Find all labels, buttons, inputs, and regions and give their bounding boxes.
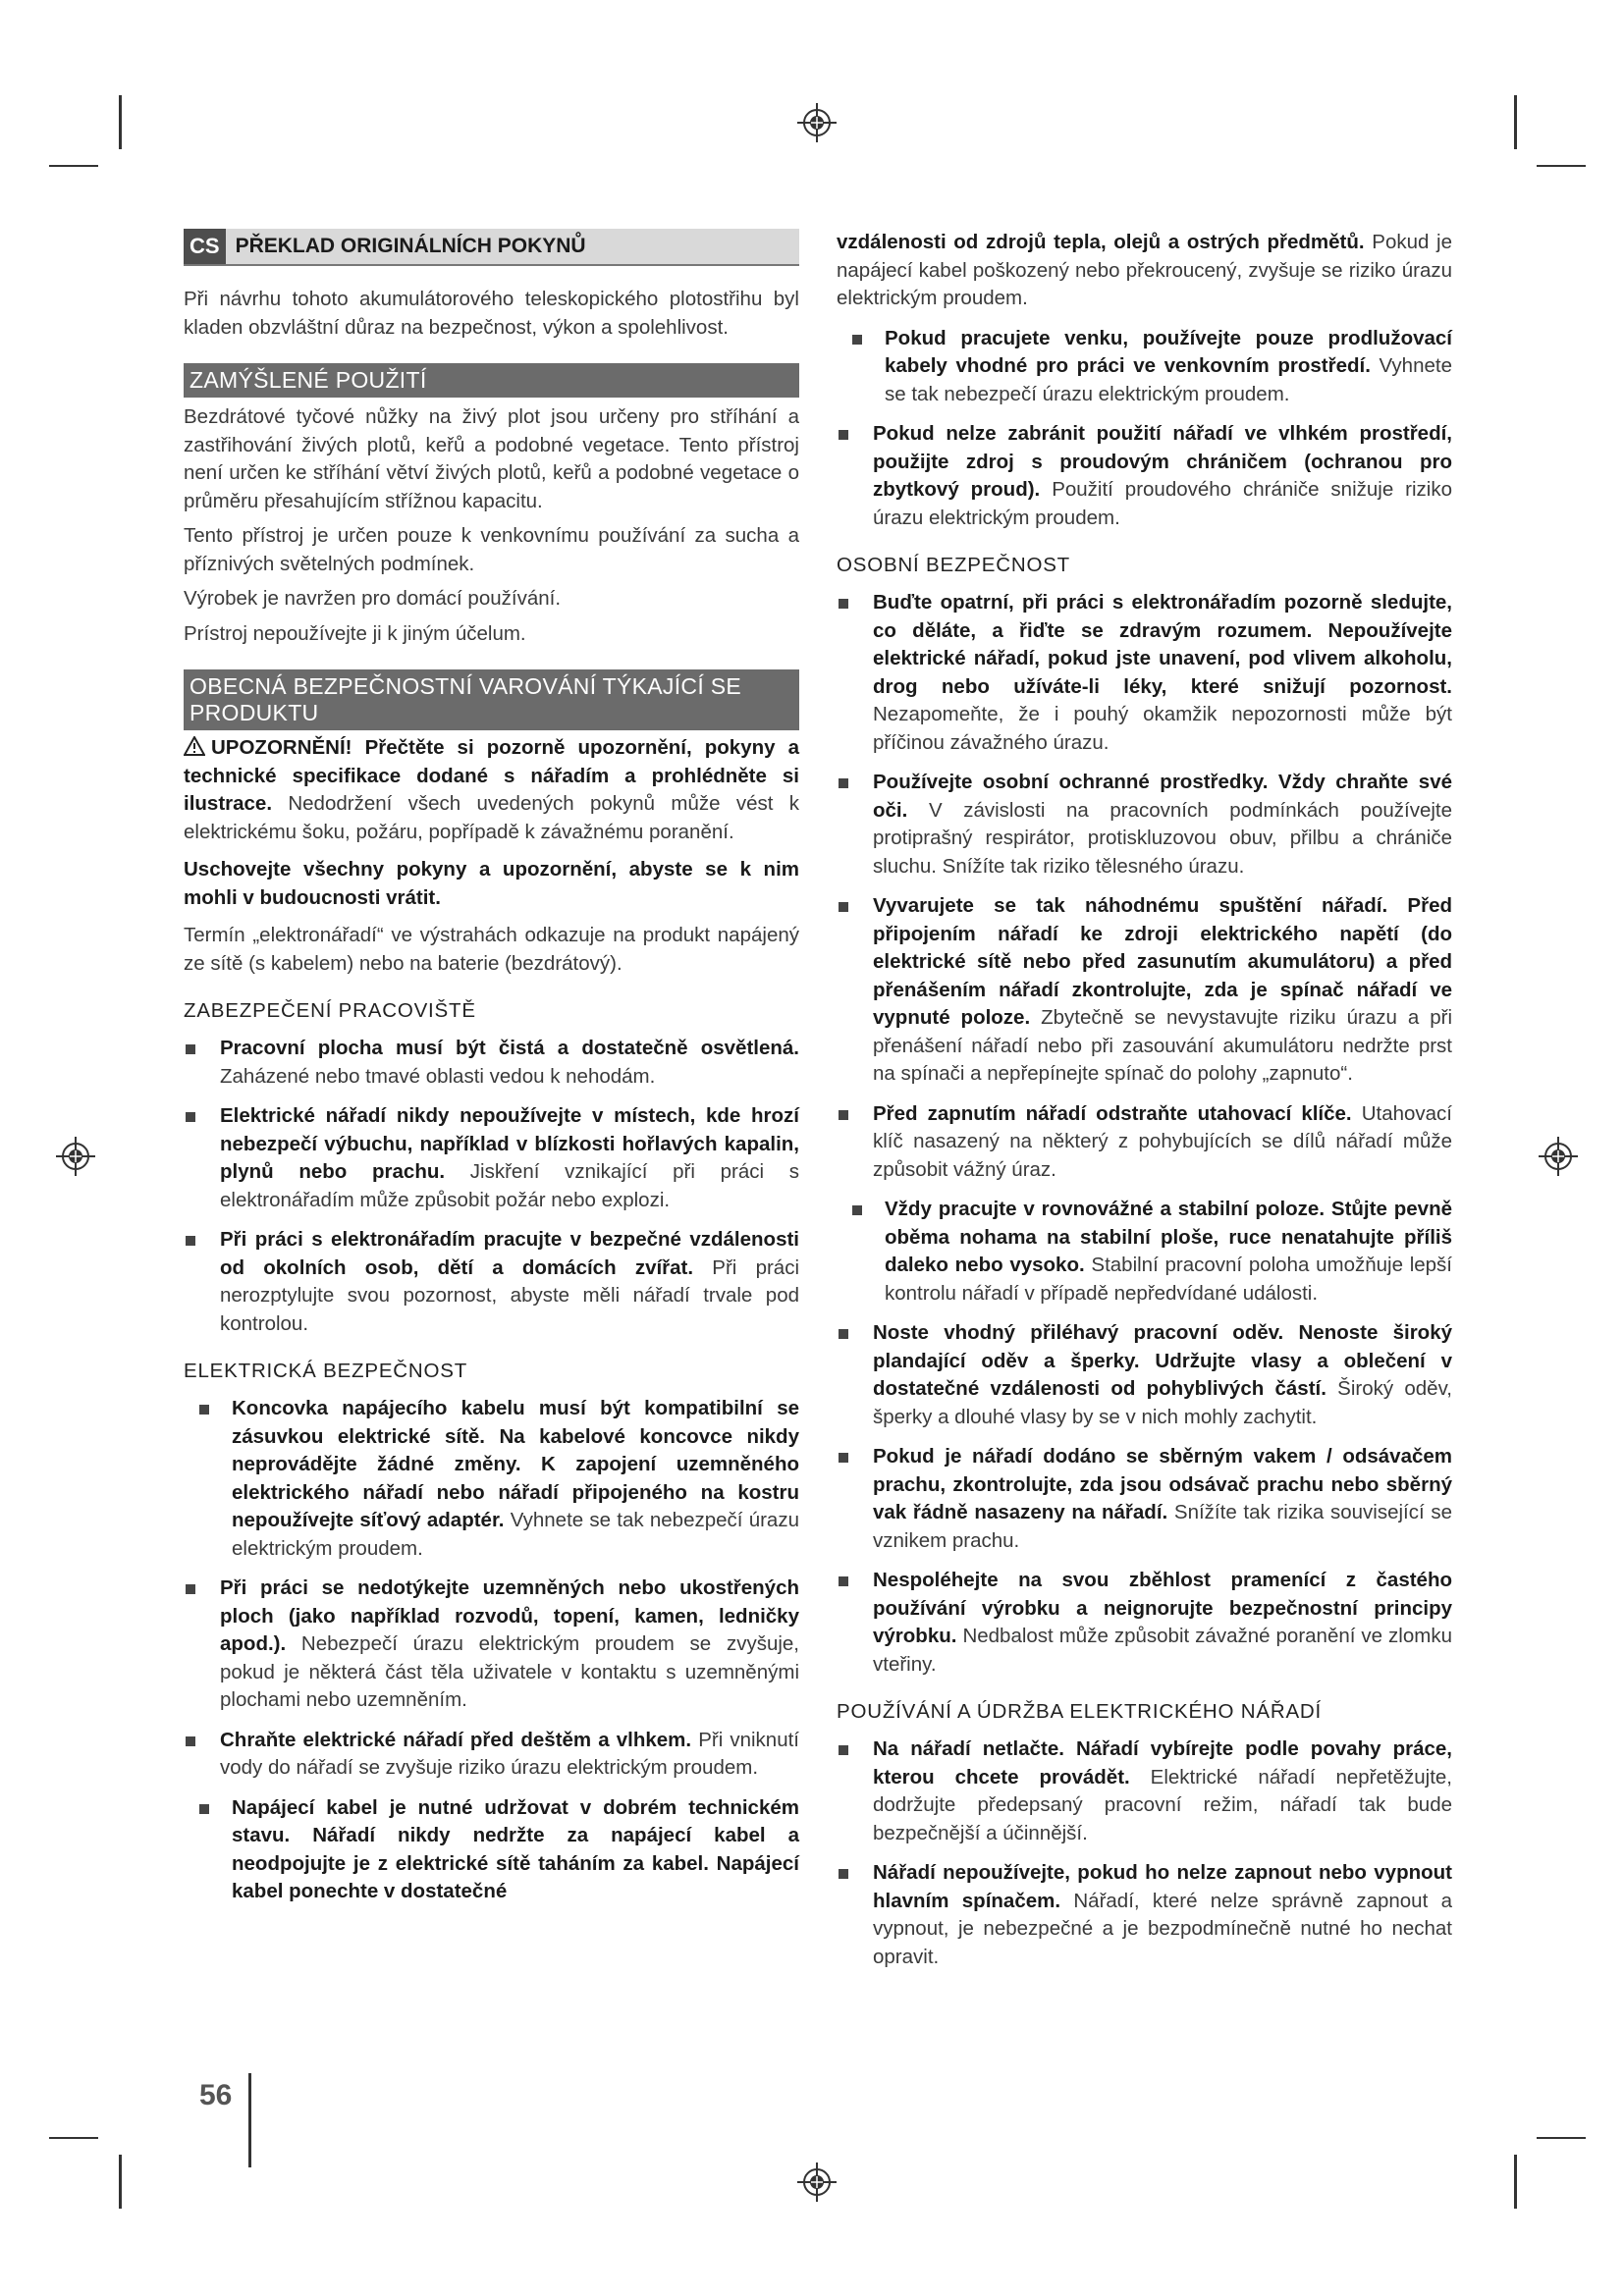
subsection-heading: POUŽÍVÁNÍ A ÚDRŽBA ELEKTRICKÉHO NÁŘADÍ xyxy=(837,1700,1323,1723)
item-bold: Chraňte elektrické nářadí před deštěm a vlhkem. xyxy=(220,1728,692,1751)
paragraph: Tento přístroj je určen pouze k venkovnímu používání za sucha a příznivých světelných podmínek. xyxy=(184,524,799,575)
item-bold: Při práci s elektronářadím pracujte v bezpečné vzdálenosti od okolních osob, dětí a domácích zvířat. xyxy=(220,1228,799,1279)
item-bold: Nespoléhejte na svou zběhlost pramenící z častého používání výrobku a neignorujte bezpečnostní principy výrobku. xyxy=(873,1569,1452,1647)
subsection-heading: ZABEZPEČENÍ PRACOVIŠTĚ xyxy=(184,999,476,1022)
list-item xyxy=(184,1794,799,1906)
crop-mark xyxy=(1537,165,1586,167)
list-item xyxy=(184,1395,799,1563)
item-text: Při vniknutí vody do nářadí se zvyšuje riziko úrazu elektrickým proudem. xyxy=(220,1728,800,1779)
item-bold: Buďte opatrní, při práci s elektronářadím pozorně sledujte, co děláte, a řiďte se zdravým rozumem. Nepoužívejte elektrické nářadí, pokud jste unavení, pod vlivem alkoholu, drog nebo užíváte-li léky, které snižují pozornost. xyxy=(873,591,1452,698)
bullet-icon xyxy=(199,1405,209,1415)
crop-mark xyxy=(1514,2155,1517,2209)
list-item xyxy=(837,1859,1452,1971)
bullet-icon xyxy=(186,1236,195,1246)
item-text: Zaházené nebo tmavé oblasti vedou k nehodám. xyxy=(220,1064,656,1088)
item-bold: Pokud je nářadí dodáno se sběrným vakem / odsávačem prachu, zkontrolujte, zda jsou odsávač prachu nebo sběrný vak řádně nasazeny na nářadí. xyxy=(873,1445,1452,1523)
list-item xyxy=(837,1100,1452,1185)
item-text: V závislosti na pracovních podmínkách používejte protiprašný respirátor, protiskluzovou obuv, přilbu a chrániče sluchu. Snížíte tak riziko tělesného úrazu. xyxy=(873,798,1452,878)
item-text: Nedbalost může způsobit závažné poranění ve zlomku vteřiny. xyxy=(873,1625,1452,1676)
bullet-icon xyxy=(186,1584,195,1594)
paragraph: Prístroj nepoužívejte ji k jiným účelum. xyxy=(184,621,526,645)
item-bold: Elektrické nářadí nikdy nepoužívejte v místech, kde hrozí nebezpečí výbuchu, například v blízkosti hořlavých kapalin, plynů nebo prachu. xyxy=(220,1104,799,1183)
item-text: Použití proudového chrániče snižuje riziko úrazu elektrickým proudem. xyxy=(873,478,1452,529)
bullet-icon xyxy=(852,335,862,345)
item-bold: Koncovka napájecího kabelu musí být kompatibilní se zásuvkou elektrické sítě. Na kabelové koncovce nikdy neprovádějte žádné změny. K zapojení uzemněného elektrického nářadí nebo nářadí připojeného na kostru nepoužívejte síťový adaptér. xyxy=(232,1397,799,1531)
list-item xyxy=(184,1035,799,1091)
list-item xyxy=(184,1575,799,1715)
bullet-icon xyxy=(839,1329,848,1339)
list-item xyxy=(184,1727,799,1783)
crop-mark xyxy=(49,2137,98,2139)
item-bold: Pracovní plocha musí být čistá a dostatečně osvětlená. xyxy=(220,1037,799,1059)
paragraph: Bezdrátové tyčové nůžky na živý plot jsou určeny pro stříhání a zastřihování živých plotů, keřů a podobné vegetace. Tento přístroj není určen ke stříhání větví živých plotů, keřů a podobné vegetace o průměru přesahujícím střížnou kapacitu. xyxy=(184,405,799,512)
left-column xyxy=(184,229,799,1918)
continued-paragraph xyxy=(837,229,1452,313)
item-bold: Nářadí nepoužívejte, pokud ho nelze zapnout nebo vypnout hlavním spínačem. xyxy=(873,1861,1452,1912)
bullet-icon xyxy=(839,430,848,440)
warning-paragraph xyxy=(184,734,799,846)
list-item xyxy=(837,420,1452,532)
list-item xyxy=(837,1443,1452,1555)
keep-instructions: Uschovejte všechny pokyny a upozornění, abyste se k nim mohli v budoucnosti vrátit. xyxy=(184,858,799,909)
list-item xyxy=(837,589,1452,757)
crop-mark xyxy=(1537,2137,1586,2139)
crop-mark xyxy=(119,2155,122,2209)
item-text: Zbytečně se nevystavujte riziku úrazu a při přenášení nářadí nebo při zasouvání akumulátoru nedržte prst na spínači a nepřepínejte spínač do polohy „zapnuto“. xyxy=(873,1006,1452,1085)
bullet-icon xyxy=(199,1804,209,1814)
crop-mark xyxy=(1514,95,1517,149)
item-text: Široký oděv, šperky a dlouhé vlasy by se v nich mohly zachytit. xyxy=(873,1377,1452,1428)
section-heading: OBECNÁ BEZPEČNOSTNÍ VAROVÁNÍ TÝKAJÍCÍ SE PRODUKTU xyxy=(184,669,799,730)
warning-icon xyxy=(184,736,205,756)
page-number: 56 xyxy=(199,2079,233,2111)
item-text: Vyhnete se tak nebezpečí úrazu elektrickým proudem. xyxy=(885,354,1452,405)
item-bold: Před zapnutím nářadí odstraňte utahovací klíče. xyxy=(873,1101,1352,1125)
item-text: Vyhnete se tak nebezpečí úrazu elektrickým proudem. xyxy=(232,1509,799,1560)
item-bold: Vyvarujete se tak náhodnému spuštění nářadí. Před připojením nářadí ke zdroji elektrického napětí (do elektrické sítě nebo před zasunutím akumulátoru) a před přenášením nářadí zkontrolujte, zda je spínač nářadí ve vypnuté poloze. xyxy=(873,894,1452,1029)
item-text: Jiskření vznikající při práci s elektronářadím může způsobit požár nebo explozi. xyxy=(220,1160,799,1211)
item-text: Nebezpečí úrazu elektrickým proudem se zvyšuje, pokud je některá část těla uživatele v kontaktu s uzemněnými plochami nebo uzemněním. xyxy=(220,1632,799,1711)
item-bold: Napájecí kabel je nutné udržovat v dobrém technickém stavu. Nářadí nikdy nedržte za napájecí kabel a neodpojujte je z elektrické sítě taháním za kabel. Napájecí kabel ponechte v dostatečné xyxy=(232,1795,799,1902)
term-paragraph: Termín „elektronářadí“ ve výstrahách odkazuje na produkt napájený ze sítě (s kabelem) nebo na baterie (bezdrátový). xyxy=(184,924,799,975)
item-text: Při práci nerozptylujte svou pozornost, abyste měli nářadí trvale pod kontrolou. xyxy=(220,1255,799,1335)
bullet-icon xyxy=(186,1112,195,1122)
bullet-icon xyxy=(839,1110,848,1120)
warning-text: Nedodržení všech uvedených pokynů může vést k elektrickému šoku, požáru, popřípadě k závažnému poranění. xyxy=(184,792,799,843)
item-bold: Pokud pracujete venku, používejte pouze prodlužovací kabely vhodné pro práci ve venkovním prostředí. xyxy=(885,326,1452,377)
section-heading: ZAMÝŠLENÉ POUŽITÍ xyxy=(184,363,799,398)
registration-mark-icon xyxy=(54,1135,97,1178)
item-text: Snížíte tak rizika související se vznikem prachu. xyxy=(873,1501,1452,1552)
registration-mark-icon xyxy=(1537,1135,1580,1178)
bullet-icon xyxy=(839,902,848,912)
item-bold: Pokud nelze zabránit použití nářadí ve vlhkém prostředí, použijte zdroj s proudovým chráničem (ochranou pro zbytkový proud). xyxy=(873,422,1452,501)
item-text: Elektrické nářadí nepřetěžujte, dodržujte předepsaný pracovní režim, nářadí tak bude bezpečnější a účinnější. xyxy=(873,1765,1452,1844)
list-item xyxy=(184,1226,799,1338)
item-text: Stabilní pracovní poloha umožňuje lepší kontrolu nářadí v případě nepředvídané události. xyxy=(885,1254,1452,1305)
continued-bold: vzdálenosti od zdrojů tepla, olejů a ostrých předmětů. xyxy=(837,231,1365,253)
crop-mark xyxy=(119,95,122,149)
item-bold: Na nářadí netlačte. Nářadí vybírejte podle povahy práce, kterou chcete provádět. xyxy=(873,1737,1452,1789)
bullet-icon xyxy=(186,1736,195,1746)
registration-mark-icon xyxy=(795,101,839,144)
item-bold: Při práci se nedotýkejte uzemněných nebo ukostřených ploch (jako například rozvodů, topení, kamen, ledničky apod.). xyxy=(220,1576,799,1655)
item-bold: Vždy pracujte v rovnovážné a stabilní poloze. Stůjte pevně oběma nohama na stabilní ploše, ruce nenatahujte příliš daleko nebo vysoko. xyxy=(885,1198,1452,1276)
list-item xyxy=(837,892,1452,1089)
paragraph: Výrobek je navržen pro domácí používání. xyxy=(184,587,562,610)
list-item xyxy=(837,1319,1452,1431)
right-column xyxy=(837,229,1452,1983)
item-text: Nezapomeňte, že i pouhý okamžik nepozornosti může být příčinou závažného úrazu. xyxy=(873,703,1452,754)
list-item xyxy=(837,1196,1452,1308)
list-item xyxy=(837,1567,1452,1679)
list-item xyxy=(837,1735,1452,1847)
intro-paragraph: Při návrhu tohoto akumulátorového teleskopického plotostřihu byl kladen obzvláštní důraz na bezpečnost, výkon a spolehlivost. xyxy=(184,288,799,339)
item-bold: Noste vhodný přiléhavý pracovní oděv. Nenoste široký plandající oděv a šperky. Udržujte vlasy a oblečení v dostatečné vzdálenosti od pohyblivých částí. xyxy=(873,1321,1452,1400)
bullet-icon xyxy=(839,599,848,609)
language-title: PŘEKLAD ORIGINÁLNÍCH POKYNŮ xyxy=(235,235,586,257)
language-header xyxy=(184,229,799,266)
item-bold: Používejte osobní ochranné prostředky. Vždy chraňte své oči. xyxy=(873,771,1452,822)
list-item xyxy=(837,325,1452,409)
footer-divider xyxy=(248,2073,251,2167)
warning-bold: UPOZORNĚNÍ! Přečtěte si pozorně upozornění, pokyny a technické specifikace dodané s nářadím a prohlédněte si ilustrace. xyxy=(184,736,799,815)
item-text: Nářadí, které nelze správně zapnout a vypnout, je nebezpečné a je bezpodmínečně nutné ho nechat opravit. xyxy=(873,1889,1452,1968)
continued-text: Pokud je napájecí kabel poškozený nebo překroucený, zvyšuje se riziko úrazu elektrickým proudem. xyxy=(837,231,1452,309)
registration-mark-icon xyxy=(795,2161,839,2204)
bullet-icon xyxy=(839,1453,848,1463)
bullet-icon xyxy=(839,1869,848,1879)
list-item xyxy=(184,1102,799,1214)
bullet-icon xyxy=(852,1205,862,1215)
subsection-heading: OSOBNÍ BEZPEČNOST xyxy=(837,554,1070,576)
crop-mark xyxy=(49,165,98,167)
language-code: CS xyxy=(184,229,226,264)
bullet-icon xyxy=(839,778,848,788)
subsection-heading: ELEKTRICKÁ BEZPEČNOST xyxy=(184,1360,468,1382)
item-text: Utahovací klíč nasazený na některý z pohybujících se dílů nářadí může způsobit vážný úraz. xyxy=(873,1101,1452,1181)
bullet-icon xyxy=(839,1745,848,1755)
bullet-icon xyxy=(839,1576,848,1586)
bullet-icon xyxy=(186,1044,195,1054)
list-item xyxy=(837,769,1452,881)
